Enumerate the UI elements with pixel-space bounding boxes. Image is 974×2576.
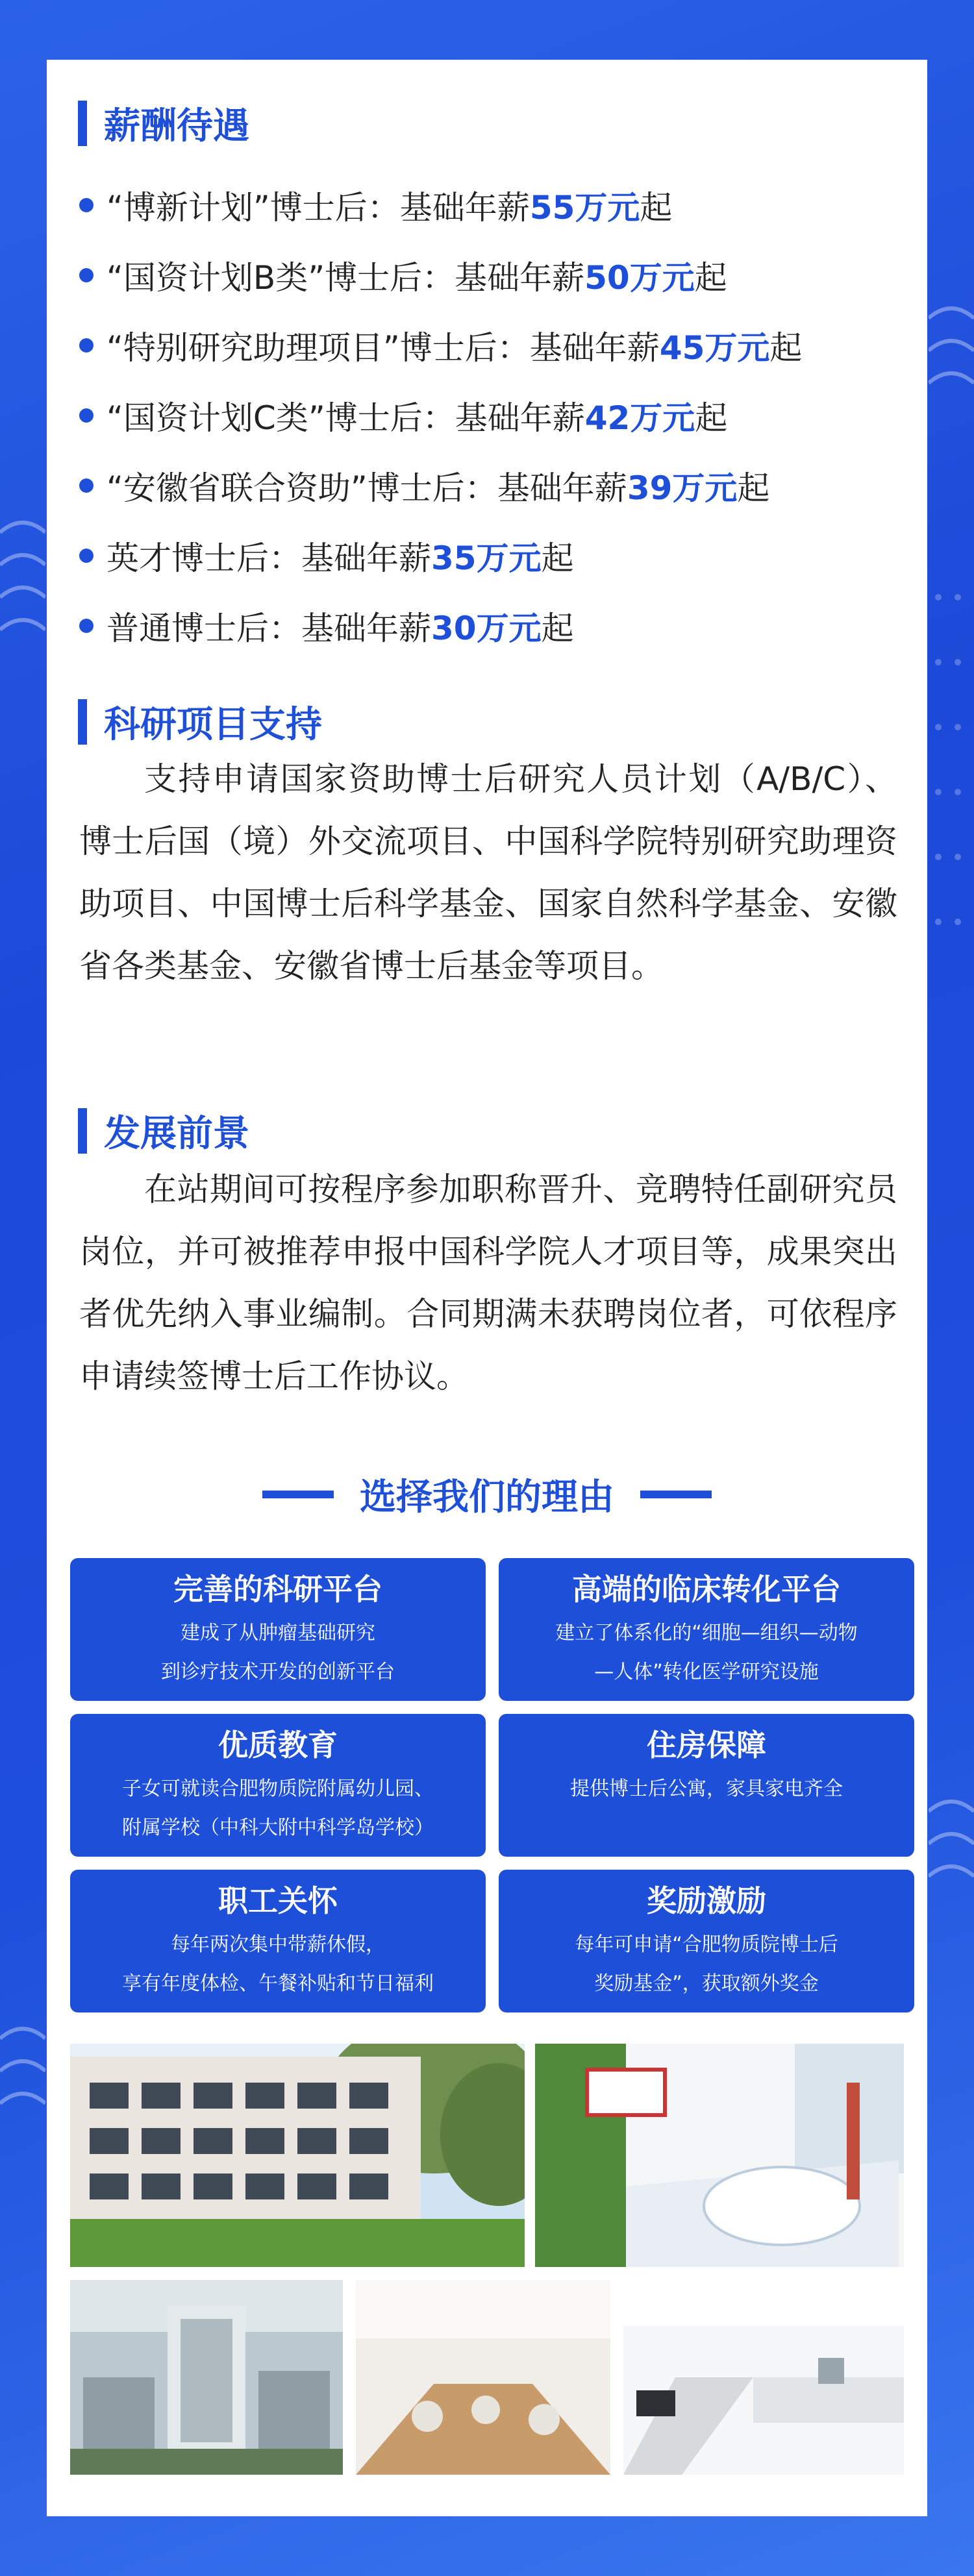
salary-list	[79, 170, 910, 661]
bullet-icon	[79, 268, 94, 282]
reason-card	[70, 1870, 486, 2012]
salary-title-text: 薪酬待遇	[104, 105, 249, 147]
research-paragraph: 支持申请国家资助博士后研究人员计划（A/B/C）、博士后国（境）外交流项目、中国科学院特别研究助理资助项目、中国博士后科学基金、国家自然科学基金、安徽省各类基金、安徽省博士后基金等项目。	[79, 760, 897, 985]
salary-suffix: 起	[541, 610, 574, 647]
reason-title: 职工关怀	[218, 1883, 338, 1918]
salary-item	[79, 591, 910, 661]
bullet-icon	[79, 408, 94, 423]
reasons-heading	[47, 1468, 927, 1520]
salary-amount: 35万元	[431, 539, 542, 577]
reason-line: 建立了体系化的“细胞—组织—动物	[555, 1622, 858, 1644]
salary-item	[79, 521, 910, 591]
salary-item-text: “博新计划”博士后：基础年薪	[106, 189, 530, 227]
reason-line: 到诊疗技术开发的创新平台	[161, 1661, 395, 1683]
title-bar	[78, 699, 87, 745]
bullet-icon	[79, 478, 94, 493]
campus-aerial-photo	[70, 2280, 343, 2475]
salary-item-text: “安徽省联合资助”博士后：基础年薪	[106, 469, 627, 507]
reason-card	[499, 1714, 914, 1857]
building-photo	[70, 2044, 525, 2267]
heading-line-right	[640, 1491, 712, 1498]
salary-item	[79, 380, 910, 451]
interior-hall-photo	[356, 2280, 610, 2475]
background-wave-right-lower	[929, 1785, 974, 1915]
salary-suffix: 起	[541, 539, 574, 577]
reason-card	[499, 1558, 914, 1701]
reason-line: 提供博士后公寓，家具家电齐全	[570, 1777, 843, 1800]
reason-line: —人体”转化医学研究设施	[594, 1661, 819, 1683]
reason-card	[70, 1558, 486, 1701]
salary-item	[79, 240, 910, 310]
salary-section-title	[78, 97, 249, 149]
bullet-icon	[79, 549, 94, 563]
salary-item	[79, 451, 910, 521]
reason-title: 住房保障	[647, 1728, 766, 1763]
background-wave-left-lower	[0, 2012, 45, 2129]
salary-amount: 39万元	[627, 469, 738, 507]
reason-title: 奖励激励	[647, 1883, 766, 1918]
reason-card	[499, 1870, 914, 2012]
bullet-icon	[79, 619, 94, 633]
background-wave-right	[929, 292, 974, 422]
salary-suffix: 起	[694, 259, 727, 297]
title-bar	[78, 101, 87, 146]
salary-item	[79, 170, 910, 240]
reason-title: 优质教育	[218, 1728, 338, 1763]
laboratory-photo	[623, 2280, 904, 2475]
reason-line: 建成了从肿瘤基础研究	[181, 1622, 375, 1644]
salary-amount: 45万元	[659, 329, 770, 367]
salary-amount: 50万元	[584, 259, 695, 297]
reason-card	[70, 1714, 486, 1857]
reason-line: 奖励基金”，获取额外奖金	[594, 1972, 819, 1995]
salary-item-text: 英才博士后：基础年薪	[106, 539, 431, 577]
background-dots	[929, 584, 974, 1039]
bullet-icon	[79, 198, 94, 212]
reason-line: 子女可就读合肥物质院附属幼儿园、	[122, 1777, 434, 1800]
salary-item	[79, 310, 910, 380]
prospects-title-text: 发展前景	[104, 1113, 249, 1155]
content-card	[47, 60, 927, 2516]
reason-line: 每年可申请“合肥物质院博士后	[575, 1933, 838, 1956]
prospects-section-title	[78, 1105, 249, 1157]
reason-line: 享有年度体检、午餐补贴和节日福利	[122, 1972, 434, 1995]
title-bar	[78, 1108, 87, 1154]
reasons-title: 选择我们的理由	[360, 1476, 614, 1518]
reason-title: 高端的临床转化平台	[572, 1572, 841, 1607]
salary-suffix: 起	[695, 399, 728, 437]
research-section-title	[78, 696, 322, 748]
background-wave-left	[0, 506, 45, 779]
salary-amount: 55万元	[529, 189, 640, 227]
salary-item-text: “国资计划B类”博士后：基础年薪	[106, 259, 585, 297]
prospects-paragraph: 在站期间可按程序参加职称晋升、竞聘特任副研究员岗位，并可被推荐申报中国科学院人才项目等，成果突出者优先纳入事业编制。合同期满未获聘岗位者，可依程序申请续签博士后工作协议。	[79, 1170, 897, 1395]
reason-line: 附属学校（中科大附中科学岛学校）	[122, 1816, 434, 1839]
reason-line: 每年两次集中带薪休假，	[171, 1933, 385, 1956]
lobby-photo	[535, 2044, 904, 2267]
salary-suffix: 起	[737, 469, 770, 507]
salary-item-text: 普通博士后：基础年薪	[106, 610, 431, 647]
heading-line-left	[262, 1491, 334, 1498]
reasons-grid	[70, 1558, 904, 2012]
salary-suffix: 起	[769, 329, 803, 367]
salary-suffix: 起	[640, 189, 673, 227]
bullet-icon	[79, 338, 94, 353]
salary-item-text: “国资计划C类”博士后：基础年薪	[106, 399, 585, 437]
salary-item-text: “特别研究助理项目”博士后：基础年薪	[106, 329, 660, 367]
salary-amount: 42万元	[584, 399, 695, 437]
salary-amount: 30万元	[431, 610, 542, 647]
reason-title: 完善的科研平台	[173, 1572, 382, 1607]
research-title-text: 科研项目支持	[104, 704, 322, 746]
